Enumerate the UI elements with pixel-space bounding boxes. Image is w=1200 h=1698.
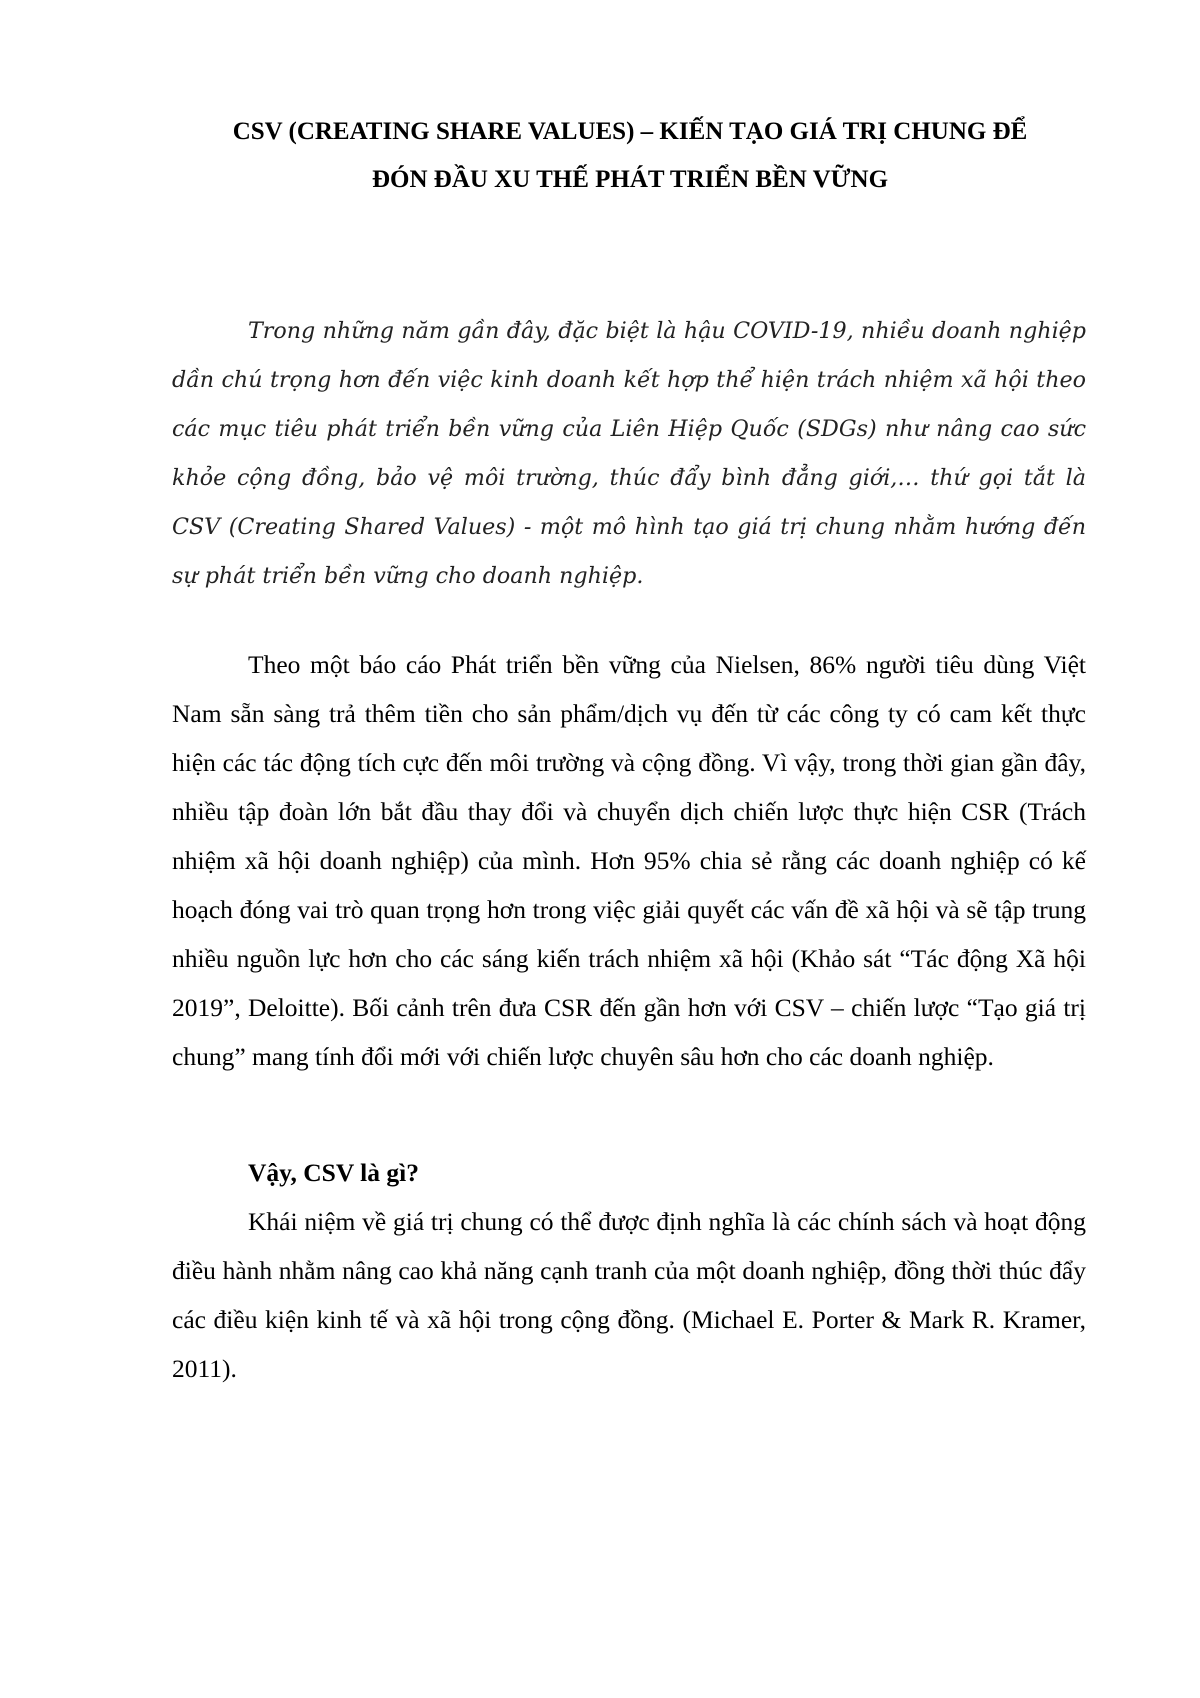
section-heading: Vậy, CSV là gì? (248, 1158, 419, 1187)
document-title (170, 108, 1090, 204)
body-paragraph-definition: Khái niệm về giá trị chung có thể được định nghĩa là các chính sách và hoạt động điều hành nhằm nâng cao khả năng cạnh tranh của một doanh nghiệp, đồng thời thúc đẩy các điều kiện kinh tế và xã hội trong cộng đồng. (Michael E. Porter & Mark R. Kramer, 2011). (172, 1207, 1086, 1383)
intro-paragraph: Trong những năm gần đây, đặc biệt là hậu COVID-19, nhiều doanh nghiệp dần chú trọng hơn đến việc kinh doanh kết hợp thể hiện trách nhiệm xã hội theo các mục tiêu phát triển bền vững của Liên Hiệp Quốc (SDGs) như nâng cao sức khỏe cộng đồng, bảo vệ môi trường, thúc đẩy bình đẳng giới,… thứ gọi tắt là CSV (Creating Shared Values) - một mô hình tạo giá trị chung nhằm hướng đến sự phát triển bền vững cho doanh nghiệp. (172, 318, 1086, 589)
body-paragraph-nielsen: Theo một báo cáo Phát triển bền vững của Nielsen, 86% người tiêu dùng Việt Nam sẵn sàng trả thêm tiền cho sản phẩm/dịch vụ đến từ các công ty có cam kết thực hiện các tác động tích cực đến môi trường và cộng đồng. Vì vậy, trong thời gian gần đây, nhiều tập đoàn lớn bắt đầu thay đổi và chuyển dịch chiến lược thực hiện CSR (Trách nhiệm xã hội doanh nghiệp) của mình. Hơn 95% chia sẻ rằng các doanh nghiệp có kế hoạch đóng vai trò quan trọng hơn trong việc giải quyết các vấn đề xã hội và sẽ tập trung nhiều nguồn lực hơn cho các sáng kiến trách nhiệm xã hội (Khảo sát “Tác động Xã hội 2019”, Deloitte). Bối cảnh trên đưa CSR đến gần hơn với CSV – chiến lược “Tạo giá trị chung” mang tính đổi mới với chiến lược chuyên sâu hơn cho các doanh nghiệp. (172, 650, 1086, 1071)
title-line-1: CSV (CREATING SHARE VALUES) – KIẾN TẠO GIÁ TRỊ CHUNG ĐỂ (232, 118, 1028, 145)
title-line-2: ĐÓN ĐẦU XU THẾ PHÁT TRIỂN BỀN VỮNG (371, 166, 889, 193)
